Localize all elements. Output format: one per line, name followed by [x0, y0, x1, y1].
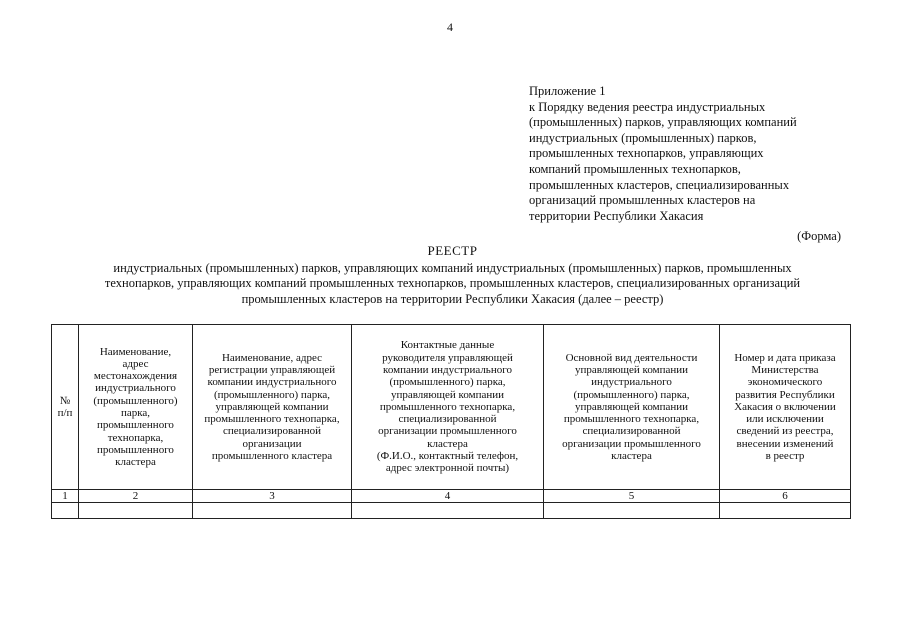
header-line: специализированной: [398, 413, 497, 426]
header-line: Хакасия о включении: [734, 400, 836, 413]
header-line: организации промышленного: [562, 437, 701, 450]
column-number-cell: 6: [720, 490, 851, 503]
header-line: или исключении: [746, 413, 824, 426]
header-line: адрес: [122, 357, 149, 370]
table-cell[interactable]: [193, 503, 352, 519]
header-line: в реестр: [765, 450, 805, 463]
appendix-line: компаний промышленных технопарков,: [529, 161, 741, 176]
column-number-cell: 1: [52, 490, 79, 503]
table-cell[interactable]: [79, 503, 193, 519]
appendix-line: индустриальных (промышленных) парков,: [529, 130, 757, 145]
header-line: промышленного кластера: [211, 450, 333, 463]
registry-table: [51, 324, 851, 519]
registry-title: РЕЕСТР: [427, 243, 478, 258]
column-number-cell: 5: [544, 490, 720, 503]
appendix-line: территории Республики Хакасия: [529, 208, 704, 223]
registry-subtitle-line: индустриальных (промышленных) парков, управляющих компаний индустриальных (промышленных) парков, промышленных: [113, 261, 792, 275]
appendix-block: [529, 84, 849, 224]
header-line: промышленного: [97, 419, 174, 432]
header-line: промышленного: [97, 443, 174, 456]
header-line: управляющей компании: [574, 400, 689, 413]
table-cell[interactable]: [352, 503, 544, 519]
header-line: управляющей компании: [215, 400, 329, 413]
header-line: индустриального: [95, 382, 176, 395]
appendix-line: промышленных технопарков, управляющих: [529, 146, 764, 161]
header-line: индустриального: [591, 376, 672, 389]
table-cell[interactable]: [544, 503, 720, 519]
header-line: кластера: [611, 450, 652, 463]
header-cell-park-name: [79, 325, 193, 490]
header-line: технопарка,: [107, 431, 164, 444]
column-number-cell: 4: [352, 490, 544, 503]
header-line: промышленного технопарка,: [204, 413, 340, 426]
appendix-line: Приложение 1: [529, 84, 606, 98]
appendix-line: промышленных кластеров, специализированных: [529, 177, 790, 192]
header-line: промышленного технопарка,: [563, 413, 700, 426]
header-cell-order-info: [720, 325, 851, 490]
appendix-line: к Порядку ведения реестра индустриальных: [529, 99, 766, 114]
header-line: Министерства: [751, 363, 819, 376]
header-line: (промышленного): [93, 394, 178, 407]
header-line: промышленного технопарка,: [379, 400, 516, 413]
header-line: специализированной: [582, 425, 681, 438]
header-line: управляющей компании: [390, 388, 505, 401]
registry-subtitle: [40, 261, 865, 307]
header-line: кластера: [427, 437, 468, 450]
header-line: Номер и дата приказа: [734, 351, 836, 364]
header-line: (промышленного) парка,: [389, 376, 506, 389]
column-number-row: [52, 490, 851, 503]
header-line: регистрации управляющей: [208, 363, 336, 376]
header-line: парка,: [120, 407, 151, 419]
header-line: внесении изменений: [736, 437, 834, 450]
header-line: организации промышленного: [378, 425, 517, 438]
registry-subtitle-line: технопарков, управляющих компаний промышленных технопарков, промышленных кластеров, специализированных организаций: [104, 276, 801, 291]
header-line: Контактные данные: [400, 339, 495, 352]
header-line: местонахождения: [93, 370, 178, 383]
header-line: сведений из реестра,: [736, 425, 834, 438]
header-line: развития Республики: [735, 388, 835, 401]
header-cell-company-registration: [193, 325, 352, 490]
page-number: 4: [447, 20, 453, 34]
header-line: Наименование, адрес: [221, 351, 323, 364]
form-label: (Форма): [797, 229, 841, 243]
header-line: компании индустриального: [207, 376, 337, 389]
table-cell[interactable]: [52, 503, 79, 519]
header-line: руководителя управляющей: [382, 351, 513, 364]
header-line: (промышленного) парка,: [573, 388, 690, 401]
header-line: п/п: [57, 407, 73, 419]
header-line: Наименование,: [99, 345, 172, 358]
header-line: специализированной: [222, 425, 322, 438]
appendix-line: организаций промышленных кластеров на: [529, 193, 756, 208]
registry-subtitle-line: промышленных кластеров на территории Республики Хакасия (далее – реестр): [241, 291, 664, 306]
header-line: кластера: [115, 456, 156, 469]
header-line: экономического: [747, 376, 823, 389]
header-line: №: [59, 394, 71, 407]
header-line: (Ф.И.О., контактный телефон,: [376, 450, 519, 463]
appendix-line: (промышленных) парков, управляющих компаний: [529, 115, 797, 130]
header-line: организации: [242, 437, 302, 450]
table-header-row: [52, 325, 851, 490]
column-number-cell: 2: [79, 490, 193, 503]
header-cell-contact-data: [352, 325, 544, 490]
header-line: адрес электронной почты): [385, 462, 510, 475]
table-cell[interactable]: [720, 503, 851, 519]
header-cell-main-activity: [544, 325, 720, 490]
header-line: Основной вид деятельности: [565, 351, 698, 364]
table-row: [52, 503, 851, 519]
header-line: компании индустриального: [383, 363, 512, 376]
header-cell-number: [52, 325, 79, 490]
header-line: управляющей компании: [574, 363, 689, 376]
column-number-cell: 3: [193, 490, 352, 503]
header-line: (промышленного) парка,: [213, 388, 331, 401]
